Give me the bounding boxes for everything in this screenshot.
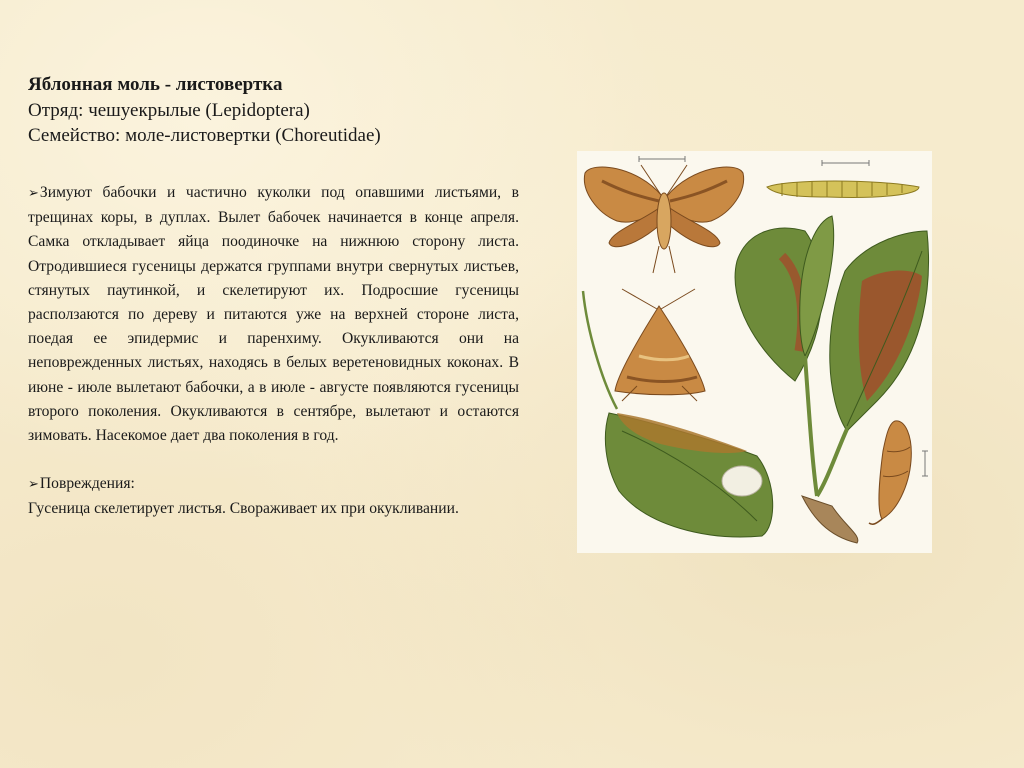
family-line: Семейство: моле-листовертки (Choreutidae) <box>28 125 381 146</box>
curled-leaf-icon <box>583 291 773 537</box>
damage-heading-text: Повреждения: <box>39 475 135 493</box>
damage-heading <box>28 472 519 497</box>
pupa-icon <box>869 421 911 524</box>
slide-title: Яблонная моль - листовертка <box>28 74 283 95</box>
order-line: Отряд: чешуекрылые (Lepidoptera) <box>28 100 310 121</box>
moth-botanical-illustration <box>577 151 932 553</box>
biology-paragraph <box>28 181 519 448</box>
biology-paragraph-text: Зимуют бабочки и частично куколки под опавшими листьями, в трещинах коры, в дуплах. Вылет бабочек начинается в конце апреля. Самка откладывает яйца поодиночке на нижнюю сторону листа. Отродившиеся гусеницы держатся группами внутри свернутых листьев, стянутых паутинкой, и скелетируют их. Подросшие гусеницы расползаются по дереву и питаются уже на верхней стороне листа, поедая ее эпидермис и паренхиму. Окукливаются они на неповрежденных листьях, находясь в белых веретеновидных коконах. В июне - июле вылетают бабочки, а в июле - августе появляются гусеницы второго поколения. Окукливаются в сентябре, вылетают и остаются зимовать. Насекомое дает два поколения в год. <box>28 184 519 445</box>
bullet-arrow-icon: ➢ <box>28 186 39 201</box>
red-leaf-icon <box>735 216 928 431</box>
bullet-arrow-icon: ➢ <box>28 477 39 493</box>
damage-paragraph: Гусеница скелетирует листья. Свораживает их при окукливании. <box>28 500 459 518</box>
description-text <box>28 181 519 522</box>
moth-open-wings-icon <box>584 165 743 273</box>
caterpillar-icon <box>767 181 919 198</box>
moth-resting-icon <box>615 289 705 401</box>
slide-header <box>28 72 548 148</box>
